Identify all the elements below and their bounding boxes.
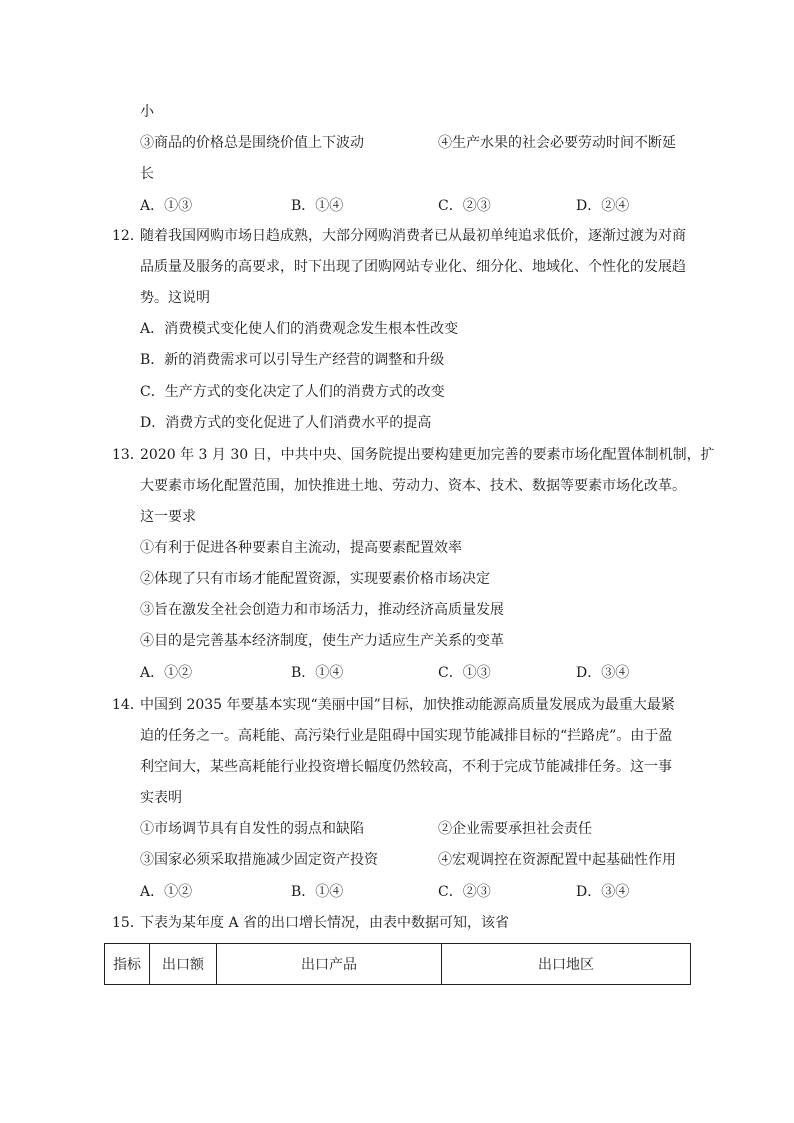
q12-option-b: B．新的消费需求可以引导生产经营的调整和升级 bbox=[140, 352, 445, 368]
q13-choice-c: C．①③ bbox=[438, 665, 491, 681]
header-export-value: 出口额 bbox=[150, 944, 217, 985]
q14-stem-line-4: 实表明 bbox=[140, 790, 182, 806]
q11-stem-tail: 小 bbox=[140, 104, 154, 120]
export-table bbox=[104, 943, 691, 985]
q14-statement-3: ③国家必须采取措施减少固定资产投资 bbox=[140, 852, 378, 868]
q11-choice-d: D．②④ bbox=[576, 198, 630, 214]
q15-number: 15． bbox=[112, 915, 144, 931]
q14-choice-a: A．①② bbox=[140, 884, 193, 900]
q14-choice-c: C．②③ bbox=[438, 884, 491, 900]
q12-option-a: A．消费模式变化使人们的消费观念发生根本性改变 bbox=[140, 321, 459, 337]
q12-option-c: C．生产方式的变化决定了人们的消费方式的改变 bbox=[140, 384, 445, 400]
q14-statement-1: ①市场调节具有自发性的弱点和缺陷 bbox=[140, 821, 364, 837]
header-export-regions: 出口地区 bbox=[442, 944, 691, 985]
q13-statement-2: ②体现了只有市场才能配置资源，实现要素价格市场决定 bbox=[140, 571, 490, 587]
q13-choice-d: D．③④ bbox=[576, 665, 630, 681]
q13-choice-b: B．①④ bbox=[291, 665, 344, 681]
header-export-products: 出口产品 bbox=[217, 944, 442, 985]
q13-statement-1: ①有利于促进各种要素自主流动，提高要素配置效率 bbox=[140, 540, 462, 556]
q13-choice-a: A．①② bbox=[140, 665, 193, 681]
q14-statement-2: ②企业需要承担社会责任 bbox=[438, 821, 592, 837]
table-header-row bbox=[105, 944, 691, 985]
q14-choice-b: B．①④ bbox=[291, 884, 344, 900]
q12-stem-line-2: 品质量及服务的高要求，时下出现了团购网站专业化、细分化、地域化、个性化的发展趋 bbox=[140, 259, 686, 275]
q13-number: 13． bbox=[112, 447, 144, 463]
q12-number: 12． bbox=[112, 228, 144, 244]
q12-option-d: D．消费方式的变化促进了人们消费水平的提高 bbox=[140, 415, 432, 431]
q13-statement-4: ④目的是完善基本经济制度，使生产力适应生产关系的变革 bbox=[140, 633, 504, 649]
q14-choice-d: D．③④ bbox=[576, 884, 630, 900]
q13-statement-3: ③旨在激发全社会创造力和市场活力，推动经济高质量发展 bbox=[140, 602, 504, 618]
q11-statement-4: ④生产水果的社会必要劳动时间不断延 bbox=[438, 135, 676, 151]
q15-stem: 下表为某年度 A 省的出口增长情况，由表中数据可知，该省 bbox=[140, 915, 510, 931]
q11-choice-a: A．①③ bbox=[140, 198, 193, 214]
q14-number: 14． bbox=[112, 697, 144, 713]
q13-stem-line-3: 这一要求 bbox=[140, 509, 196, 525]
q11-statement-4-cont: 长 bbox=[140, 166, 154, 182]
header-indicator: 指标 bbox=[105, 944, 150, 985]
q11-choice-b: B．①④ bbox=[291, 198, 344, 214]
q13-stem-line-2: 大要素市场化配置范围，加快推进土地、劳动力、资本、技术、数据等要素市场化改革。 bbox=[140, 478, 686, 494]
q14-stem-line-2: 迫的任务之一。高耗能、高污染行业是阻碍中国实现节能减排目标的“拦路虎”。由于盈 bbox=[140, 728, 673, 744]
q13-stem-line-1: 2020 年 3 月 30 日，中共中央、国务院提出要构建更加完善的要素市场化配置体制机制，扩 bbox=[140, 447, 715, 463]
q12-stem-line-3: 势。这说明 bbox=[140, 290, 210, 306]
q11-statement-3: ③商品的价格总是围绕价值上下波动 bbox=[140, 135, 364, 151]
q14-statement-4: ④宏观调控在资源配置中起基础性作用 bbox=[438, 852, 676, 868]
q14-stem-line-1: 中国到 2035 年要基本实现“美丽中国”目标，加快推动能源高质量发展成为最重大最紧 bbox=[140, 697, 675, 713]
q12-stem-line-1: 随着我国网购市场日趋成熟，大部分网购消费者已从最初单纯追求低价，逐渐过渡为对商 bbox=[140, 228, 686, 244]
q11-choice-c: C．②③ bbox=[438, 198, 491, 214]
q14-stem-line-3: 利空间大，某些高耗能行业投资增长幅度仍然较高，不利于完成节能减排任务。这一事 bbox=[140, 759, 672, 775]
